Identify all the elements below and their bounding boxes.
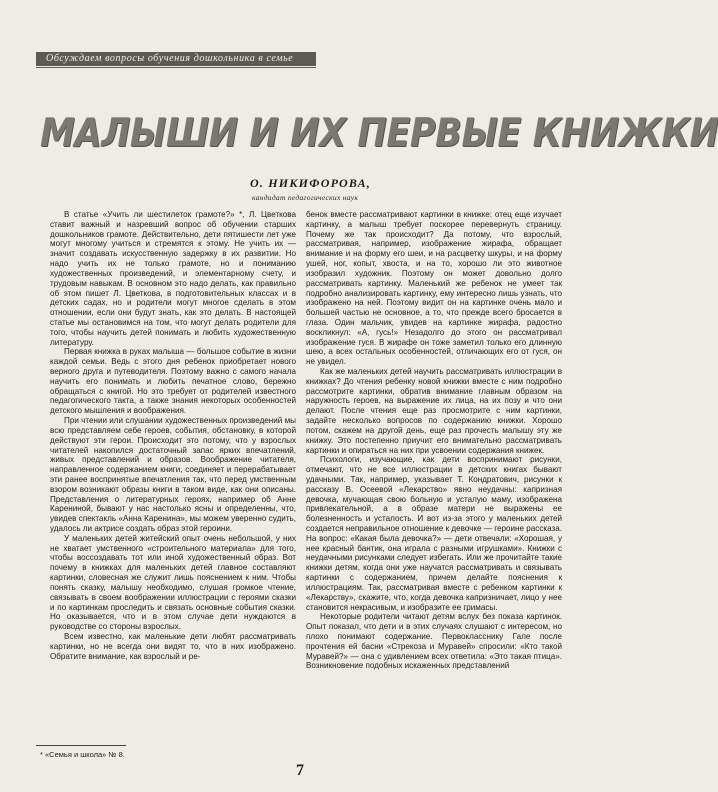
paragraph: При чтении или слушании художественных произведений мы всю представляем себе героев, события, обстановку, в которой действуют эти герои. Происходит это потому, что у взрослых читателей накопился достаточный запас ярких впечатлений, живых представлений и образов. Воображение читателя, направленное содержанием книги, соединяет и перерабатывает эти ранее воспринятые впечатления так, что перед умственным взором возникают образы книги в таком виде, как они описаны. Представления о литературных героях, например об Анне Карениной, бывают у нас настолько ясны и определенны, что, увидев спектакль «Анна Каренина», мы можем уверенно судить, удалось ли актрисе создать образ этой героини.: [50, 416, 296, 533]
paragraph: Психологи, изучающие, как дети воспринимают рисунки, отмечают, что не все иллюстрации в детских книгах бывают удачными. Так, например, указывает Т. Кондратович, рисунки к рассказу В. Осеевой «Лекарство» явно неудачны: капризная девочка, мучающая свою больную и усталую маму, изображена привлекательной, а в образе матери не выражены ее болезненность и усталость. И вот из-за этого у маленьких детей создается неправильное отношение к девочке — героине рассказа. На вопрос: «Какая была девочка?» — дети отвечали: «Хорошая, у нее красный бантик, она играла с разными игрушками». Книжки с неудачными рисунками следует избегать. Или же прочитайте такие книжки детям, когда они уже научатся рассматривать и связывать картинки с содержанием, причем делайте пояснения к иллюстрациям. Так, рассматривая вместе с ребенком картинки к «Лекарству», скажите, что, когда девочка капризничает, лицо у нее становится некрасивым, и изобразите ее гримасы.: [306, 455, 562, 612]
paragraph: У маленьких детей житейский опыт очень небольшой, у них не хватает умственного «строительного материала» для того, чтобы воссоздавать тот или иной художественный образ. Вот почему в книжках для маленьких детей главное составляют картинки, словесная же служит лишь пояснением к ним. Чтобы понять сказку, малышу необходимо, слушая громкое чтение, связывать в своем воображении иллюстрации с героями сказки и по картинкам проследить и связать основные события сказки. Но оказывается, что и в этом случае дети нуждаются в руководстве со стороны взрослых.: [50, 533, 296, 632]
right-column: [306, 210, 562, 671]
paragraph: Некоторые родители читают детям вслух без показа картинок. Опыт показал, что дети и в этих случаях слушают с интересом, но плохо понимают содержание. Первокласснику Гале после прочтения ей басни «Стрекоза и Муравей» спросили: «Кто такой Муравей?» — она с удивлением всех ответила: «Это такая птица». Возникновение подобных искаженных представлений: [306, 612, 562, 671]
paragraph: Как же маленьких детей научить рассматривать иллюстрации в книжках? До чтения ребенку новой книжки вместе с ним подробно рассмотрите картинки, обратив внимание главным образом на наружность героев, на выражение их лица, на их позу и что они делают. После чтения еще раз просмотрите с ним картинки, задайте несколько вопросов по содержанию книжки. Хорошо потом, скажем на другой день, еще раз прочесть малышу эту же книжку. Это постепенно приучит его внимательно рассматривать картинки и опираться на них при усвоении содержания книжек.: [306, 367, 562, 455]
paragraph: В статье «Учить ли шестилеток грамоте?» *, Л. Цветкова ставит важный и назревший вопрос об обучении старших дошкольников грамоте. Действительно, дети пятишести лет уже могут многому учиться и стремятся к этому. Не учить их — значит создавать искусственную задержку в их развитии. Но надо учить их не только грамоте, но и пониманию художественных произведений, и элементарному счету, и трудовым навыкам. В основном это надо делать, как правильно об этом пишет Л. Цветкова, в подготовительных классах и в детских садах, но и родители могут многое сделать в этом отношении, если они будут знать, как это делать. В настоящей статье мы остановимся на том, что могут делать родители для того, чтобы научить детей понимать и любить художественную литературу.: [50, 210, 296, 347]
page-number: 7: [296, 762, 304, 779]
paragraph: бенок вместе рассматривают картинки в книжке: отец еще изучает картинку, а малыш требует поскорее перевернуть страницу. Почему же так происходит? Да потому, что взрослый, рассматривая, например, изображение жирафа, обращает внимание и на форму его шеи, и на расцветку шкуры, и на форму ушей, ног, копыт, хвоста, и на то, хорошо ли это животное изобразил художник. Поэтому он может довольно долго рассматривать картинку. Маленький же ребенок не умеет так подробно анализировать картинку, ему интересно лишь узнать, что изображено на ней. Поэтому видит он на картинке очень мало и большей частью не основное, а то, что прежде всего бросается в глаза. Один мальчик, увидев на картинке жирафа, радостно воскликнул: «А, гусь!» Незадолго до этого он рассматривал изображение гуся. В жирафе он тоже заметил только его длинную шею, а всех остальных особенностей, отличающих его от гуся, он не увидел.: [306, 210, 562, 367]
paragraph: Всем известно, как маленькие дети любят рассматривать картинки, но не всегда они видят то, что в них изображено. Обратите внимание, как взрослый и ре-: [50, 631, 296, 661]
section-rubric: Обсуждаем вопросы обучения дошкольника в семье: [36, 52, 316, 66]
author-name: О. НИКИФОРОВА,: [250, 176, 372, 190]
rubric-rule: [36, 67, 316, 68]
paragraph: Первая книжка в руках малыша — большое событие в жизни каждой семьи. Ведь с этого дня ребенок приобретает нового верного друга и путеводителя. Поэтому важно с самого начала научить его понимать и любить печатное слово, бережно обращаться с книгой. Но это требует от родителей известного педагогического такта, а также знания некоторых особенностей детского мышления и воображения.: [50, 347, 296, 416]
author-role: кандидат педагогических наук: [252, 193, 359, 202]
footnote-rule: [36, 745, 126, 746]
left-column: [50, 210, 296, 661]
article-title: МАЛЫШИ И ИХ ПЕРВЫЕ КНИЖКИ: [40, 111, 718, 156]
footnote: * «Семья и школа» № 8.: [40, 750, 125, 759]
